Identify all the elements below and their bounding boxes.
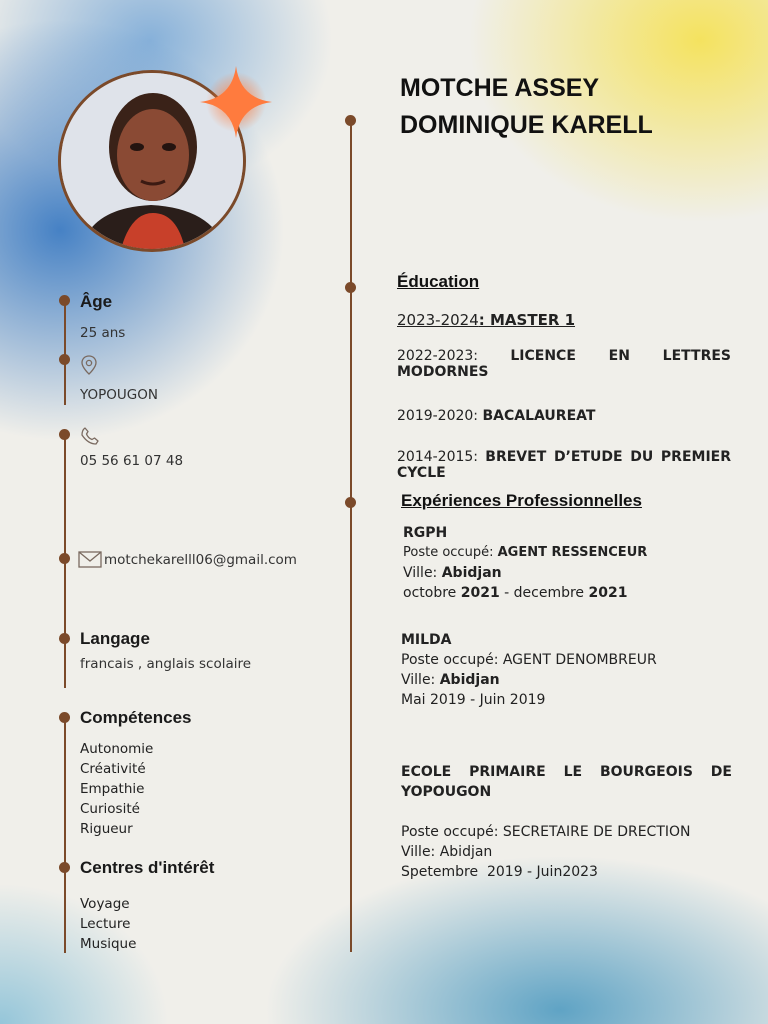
- city-value: Abidjan: [439, 672, 500, 688]
- phone-icon: [80, 426, 100, 446]
- end-year: 2021: [588, 585, 628, 601]
- experience-city: Ville: Abidjan: [401, 844, 493, 860]
- interests-list: [80, 894, 136, 954]
- education-degree: BACALAUREAT: [482, 408, 596, 424]
- left-timeline-1: [64, 300, 66, 405]
- experience-title: Expériences Professionnelles: [401, 491, 642, 510]
- education-years: 2019-2020:: [397, 408, 479, 424]
- center-timeline: [350, 120, 352, 952]
- name-line-2: DOMINIQUE KARELL: [400, 111, 653, 139]
- experience-ecole: [401, 762, 732, 882]
- skill-item: Empathie: [80, 781, 145, 797]
- education-years: 2023-2024: [397, 311, 479, 329]
- education-entry: [397, 348, 731, 380]
- education-entry: [397, 449, 731, 481]
- education-years: 2022-2023:: [397, 348, 479, 364]
- interest-item: Voyage: [80, 896, 130, 912]
- experience-post: [403, 543, 647, 563]
- experience-org: RGPH: [403, 525, 448, 541]
- timeline-dot: [345, 497, 356, 508]
- end-month: - decembre: [499, 585, 589, 601]
- experience-post: Poste occupé: AGENT DENOMBREUR: [401, 652, 657, 668]
- phone-value: 05 56 61 07 48: [80, 453, 184, 469]
- timeline-dot: [59, 295, 70, 306]
- education-degree: LICENCE EN LETTRES MODORNES: [397, 348, 731, 380]
- experience-post: Poste occupé: SECRETAIRE DE DRECTION: [401, 824, 691, 840]
- email-value: motchekarelll06@gmail.com: [104, 552, 297, 568]
- interests-label: Centres d'intérêt: [80, 858, 215, 877]
- experience-period: [403, 583, 647, 603]
- age-label: Âge: [80, 292, 113, 311]
- timeline-dot: [59, 354, 70, 365]
- timeline-dot: [345, 115, 356, 126]
- timeline-dot: [59, 553, 70, 564]
- location-value: YOPOUGON: [80, 387, 158, 403]
- skill-item: Rigueur: [80, 821, 133, 837]
- experience-city: [403, 563, 647, 583]
- timeline-dot: [59, 633, 70, 644]
- education-title: Éducation: [397, 272, 480, 291]
- envelope-icon: [78, 551, 102, 568]
- city-label: Ville:: [401, 672, 440, 688]
- name-line-1: MOTCHE ASSEY: [400, 74, 600, 102]
- skill-item: Créativité: [80, 761, 146, 777]
- skills-list: [80, 739, 153, 839]
- experience-city: [401, 670, 657, 690]
- language-label: Langage: [80, 629, 150, 648]
- timeline-dot: [59, 429, 70, 440]
- experience-rgph: [403, 523, 647, 603]
- experience-org: MILDA: [401, 632, 452, 648]
- interest-item: Lecture: [80, 916, 131, 932]
- timeline-dot: [59, 862, 70, 873]
- experience-period: Mai 2019 - Juin 2019: [401, 692, 546, 708]
- education-years: 2014-2015:: [397, 449, 479, 465]
- education-degree: MASTER 1: [490, 311, 576, 329]
- start-year: 2021: [460, 585, 500, 601]
- left-timeline-3: [64, 717, 66, 953]
- education-entry: [397, 408, 595, 424]
- full-name: [400, 70, 740, 144]
- city-value: Abidjan: [441, 565, 502, 581]
- post-value: AGENT RESSENCEUR: [497, 545, 648, 560]
- language-value: francais , anglais scolaire: [80, 656, 252, 672]
- timeline-dot: [345, 282, 356, 293]
- timeline-dot: [59, 712, 70, 723]
- experience-milda: [401, 630, 657, 710]
- skill-item: Curiosité: [80, 801, 140, 817]
- education-separator: :: [478, 311, 490, 329]
- start-month: octobre: [403, 585, 461, 601]
- location-pin-icon: [80, 355, 98, 375]
- age-value: 25 ans: [80, 325, 126, 341]
- city-label: Ville:: [403, 565, 442, 581]
- education-entry: [397, 311, 575, 329]
- interest-item: Musique: [80, 936, 137, 952]
- education-degree: BREVET D’ETUDE DU PREMIER CYCLE: [397, 449, 731, 481]
- experience-org: ECOLE PRIMAIRE LE BOURGEOIS DE YOPOUGON: [401, 764, 732, 800]
- skill-item: Autonomie: [80, 741, 154, 757]
- experience-period: Spetembre 2019 - Juin2023: [401, 864, 598, 880]
- sparkle-icon: [196, 62, 276, 142]
- skills-label: Compétences: [80, 708, 192, 727]
- post-label: Poste occupé:: [403, 545, 498, 560]
